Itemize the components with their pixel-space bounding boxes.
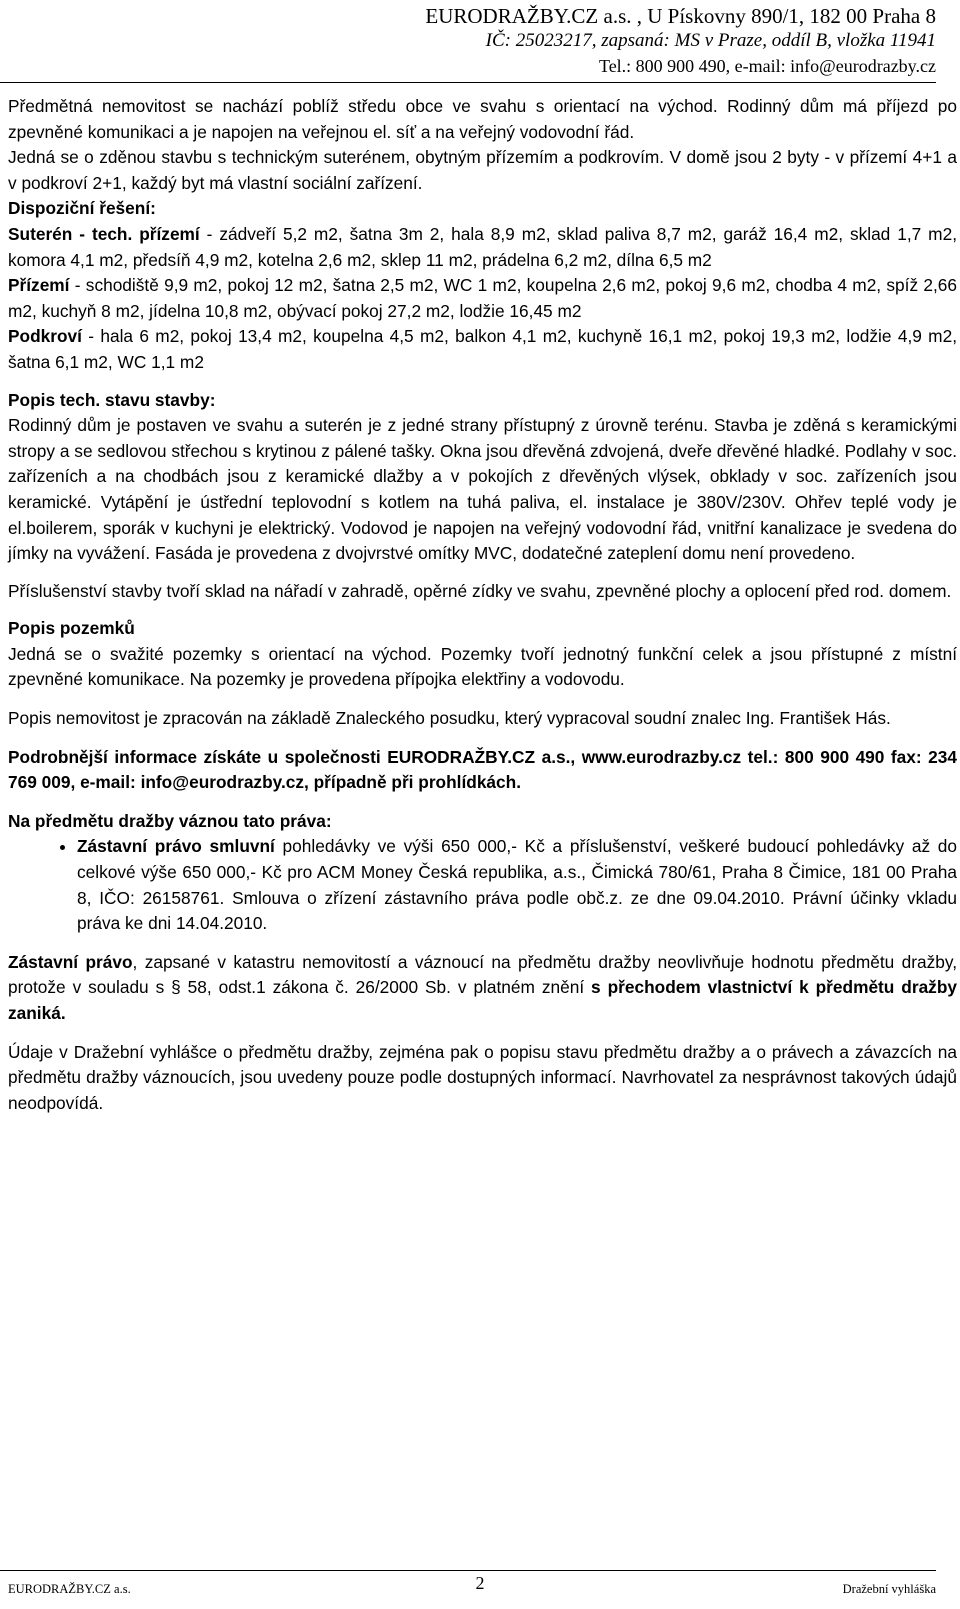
page-number: 2 [475,1573,485,1593]
land-description: Jedná se o svažité pozemky s orientací na východ. Pozemky tvoří jednotný funkční celek a jsou přístupné z místní zpevněné komunikace. Na pozemky je provedena přípojka elektřiny a vodovodu. [8,643,957,690]
ground-floor-paragraph [8,273,957,324]
footer-doc-title: Dražební vyhláška [842,1582,936,1596]
source-note: Popis nemovitost je zpracován na základě Znaleckého posudku, který vypracoval soudní znalec Ing. František Hás. [8,708,891,729]
layout-heading-text: Dispoziční řešení: [8,198,156,219]
basement-label: Suterén - tech. přízemí [8,223,200,244]
rights-list-item [77,834,957,936]
basement-paragraph [8,222,957,273]
tech-heading [8,388,957,414]
footer-divider [0,1570,936,1571]
contact-text: Podrobnější informace získáte u společnosti EURODRAŽBY.CZ a.s., www.eurodrazby.cz tel.: 800 900 490 fax: 234 769 009, e-mail: info@eurodrazby.cz, případně při prohlídkách. [8,746,957,793]
lien-label: Zástavní právo [8,951,133,972]
lien-text: , zapsané v katastru nemovitostí a váznoucí na předmětu dražby neovlivňuje hodnotu předmětu dražby, protože v souladu s § 58, odst.1 zákona č. 26/2000 Sb. v platném znění [8,951,957,998]
header-contact-line: Tel.: 800 900 490, e-mail: info@eurodrazby.cz [598,56,936,76]
tech-heading-text: Popis tech. stavu stavby: [8,389,216,410]
land-heading [8,616,957,642]
rights-item-text: pohledávky ve výši 650 000,- Kč a příslušenství, veškeré budoucí pohledávky až do celkové výše 650 000,- Kč pro ACM Money Česká republika, a.s., Čimická 780/61, Praha 8 Čimice, 181 00 Praha 8, IČO: 26158761. Smlouva o zřízení zástavního práva podle obč.z. ze dne 09.04.2010. Právní účinky vkladu práva ke dni 14.04.2010. [77,836,957,934]
header-divider [0,82,936,83]
lien-end: s přechodem vlastnictví k předmětu dražby zaniká. [8,977,957,1023]
disclaimer-paragraph: Údaje v Dražební vyhlášce o předmětu dražby, zejména pak o popisu stavu předmětu dražby a o právech a závazcích na předmětu dražby váznoucích, jsou uvedeny pouze podle dostupných informací. Navrhovatel za nesprávnost takových údajů neodpovídá. [8,1041,957,1113]
attic-paragraph [8,324,957,375]
document-body [8,94,957,1116]
tech-description: Rodinný dům je postaven ve svahu a suterén je z jedné strany přístupný z úrovně terénu. Stavba je zděná s keramickými stropy a se sedlovou střechou s krytinou z pálené tašky. Okna jsou dřevěná zdvojená, dveře dřevěné hladké. Podlahy v soc. zařízeních a na chodbách jsou z keramické dlažby a v pokojích z dřevěných vlýsek, obklady v soc. zařízeních jsou keramické. Vytápění je ústřední teplovodní s kotlem na tuhá paliva, el. instalace je 380V/230V. Ohřev teplé vody je el.boilerem, sporák v kuchyni je elektrický. Vodovod je napojen na veřejný vodovodní řád, vnitřní kanalizace je svedena do jímky na vyvážení. Fasáda je provedena z dvojvrstvé omítky MVC, dodatečné zateplení domu není provedeno. [8,415,957,564]
header-registration-line: IČ: 25023217, zapsaná: MS v Praze, oddíl B, vložka 11941 [485,30,936,51]
header-company-line: EURODRAŽBY.CZ a.s. , U Pískovny 890/1, 182 00 Praha 8 [425,4,936,28]
rights-list [8,834,957,936]
ground-floor-text: - schodiště 9,9 m2, pokoj 12 m2, šatna 2,5 m2, WC 1 m2, koupelna 2,6 m2, pokoj 9,6 m2, chodba 4 m2, spíž 2,66 m2, kuchyň 8 m2, jídelna 10,8 m2, obývací pokoj 27,2 m2, lodžie 16,45 m2 [8,275,957,321]
lien-paragraph [8,950,957,1027]
layout-heading [8,196,957,222]
rights-item-label: Zástavní právo smluvní [77,836,275,857]
rights-heading-text: Na předmětu dražby váznou tato práva: [8,810,332,831]
contact-paragraph [8,745,957,796]
rights-heading [8,809,957,835]
land-heading-text: Popis pozemků [8,618,135,639]
intro-paragraph-1: Předmětná nemovitost se nachází poblíž středu obce ve svahu s orientací na východ. Rodinný dům má příjezd po zpevněné komunikaci a je napojen na veřejnou el. síť a na veřejný vodovodní řád. [8,96,957,142]
intro-paragraph-2: Jedná se o zděnou stavbu s technickým suterénem, obytným přízemím a podkrovím. V domě jsou 2 byty - v přízemí 4+1 a v podkroví 2+1, každý byt má vlastní sociální zařízení. [8,147,957,193]
basement-text: - zádveří 5,2 m2, šatna 3m 2, hala 8,9 m2, sklad paliva 8,7 m2, garáž 16,4 m2, sklad 1,7 m2, komora 4,1 m2, předsíň 4,9 m2, kotelna 2,6 m2, sklep 11 m2, prádelna 6,2 m2, dílna 6,5 m2 [8,223,957,270]
attic-label: Podkroví [8,326,82,347]
accessories-paragraph: Příslušenství stavby tvoří sklad na nářadí v zahradě, opěrné zídky ve svahu, zpevněné plochy a oplocení před rod. domem. [8,580,952,601]
footer-company: EURODRAŽBY.CZ a.s. [8,1582,131,1596]
ground-floor-label: Přízemí [8,275,70,296]
attic-text: - hala 6 m2, pokoj 13,4 m2, koupelna 4,5 m2, balkon 4,1 m2, kuchyně 16,1 m2, pokoj 19,3 m2, lodžie 4,9 m2, šatna 6,1 m2, WC 1,1 m2 [8,326,957,372]
